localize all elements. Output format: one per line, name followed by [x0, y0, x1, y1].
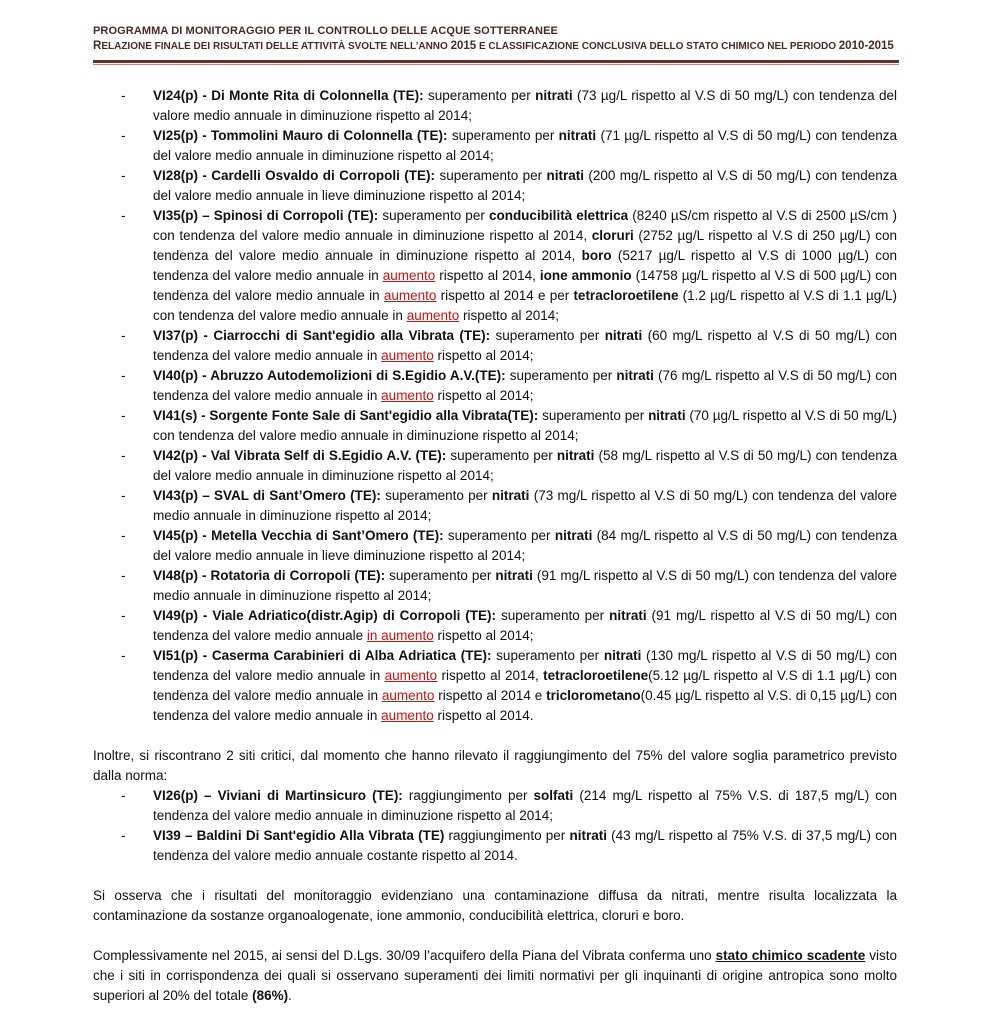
header-divider: [93, 60, 899, 63]
list-item: - VI25(p) - Tommolini Mauro di Colonnella (TE): superamento per nitrati (71 µg/L rispetto al V.S di 50 mg/L) con tendenza del valore medio annuale in diminuzione rispetto al 2014;: [121, 128, 898, 163]
list-item: - VI37(p) - Ciarrocchi di Sant'egidio alla Vibrata (TE): superamento per nitrati (60 mg/L rispetto al V.S di 50 mg/L) con tendenza del valore medio annuale in aumento rispetto al 2014;: [121, 328, 897, 363]
list-item: - VI42(p) - Val Vibrata Self di S.Egidio A.V. (TE): superamento per nitrati (58 mg/L rispetto al V.S di 50 mg/L) con tendenza del valore medio annuale in diminuzione rispetto al 2014;: [121, 448, 897, 483]
list-item: - VI28(p) - Cardelli Osvaldo di Corropoli (TE): superamento per nitrati (200 mg/L rispetto al V.S di 50 mg/L) con tendenza del valore medio annuale in lieve diminuzione rispetto al 2014;: [121, 168, 898, 203]
critical-sites-list: [93, 786, 897, 866]
list-item: - VI35(p) – Spinosi di Corropoli (TE): superamento per conducibilità elettrica (8240 µS/cm rispetto al V.S di 2500 µS/cm ) con tendenza del valore medio annuale in diminuzione rispetto al 2014, cloruri (2752 µg/L rispetto al V.S di 250 µg/L) con tendenza del valore medio annuale in diminuzione rispetto al 2014, boro (5217 µg/L rispetto al V.S di 1000 µg/L) con tendenza del valore medio annuale in aumento rispetto al 2014, ione ammonio (14758 µg/L rispetto al V.S di 500 µg/L) con tendenza del valore medio annuale in aumento rispetto al 2014 e per tetracloroetilene (1.2 µg/L rispetto al V.S di 1.1 µg/L) con tendenza del valore medio annuale in aumento rispetto al 2014;: [121, 208, 897, 323]
conclusion-paragraph: Complessivamente nel 2015, ai sensi del D.Lgs. 30/09 l’acquifero della Piana del Vibrata conferma uno stato chimico scadente visto che i siti in corrispondenza dei quali si osservano superamenti dei limiti normativi per gli inquinanti di origine antropica sono molto superiori al 20% del totale (86%).: [93, 948, 897, 1003]
list-item: - VI45(p) - Metella Vecchia di Sant’Omero (TE): superamento per nitrati (84 mg/L rispetto al V.S di 50 mg/L) con tendenza del valore medio annuale in lieve diminuzione rispetto al 2014;: [121, 528, 897, 563]
list-item: - VI43(p) – SVAL di Sant’Omero (TE): superamento per nitrati (73 mg/L rispetto al V.S di 50 mg/L) con tendenza del valore medio annuale in diminuzione rispetto al 2014;: [121, 488, 898, 523]
critical-sites-intro: Inoltre, si riscontrano 2 siti critici, dal momento che hanno rilevato il raggiungimento del 75% del valore soglia parametrico previsto dalla norma:: [93, 748, 897, 783]
page-header: [93, 24, 899, 54]
list-item: - VI49(p) - Viale Adriatico(distr.Agip) di Corropoli (TE): superamento per nitrati (91 mg/L rispetto al V.S di 50 mg/L) con tendenza del valore medio annuale in aumento rispetto al 2014;: [121, 608, 897, 643]
contamination-paragraph: Si osserva che i risultati del monitoraggio evidenziano una contaminazione diffusa da nitrati, mentre risulta localizzata la contaminazione da sostanze organoalogenate, ione ammonio, conducibilità elettrica, cloruri e boro.: [93, 888, 897, 923]
header-subtitle: RELAZIONE FINALE DEI RISULTATI DELLE ATTIVITÀ SVOLTE NELL’ANNO 2015 E CLASSIFICAZIONE CONCLUSIVA DELLO STATO CHIMICO NEL PERIODO 2010-2015: [93, 40, 894, 52]
chemical-status: stato chimico scadente: [715, 948, 866, 963]
list-item: - VI24(p) - Di Monte Rita di Colonnella (TE): superamento per nitrati (73 µg/L rispetto al V.S di 50 mg/L) con tendenza del valore medio annuale in diminuzione rispetto al 2014;: [121, 88, 897, 123]
list-item: - VI26(p) – Viviani di Martinsicuro (TE): raggiungimento per solfati (214 mg/L rispetto al 75% V.S. di 187,5 mg/L) con tendenza del valore medio annuale in diminuzione rispetto al 2014;: [121, 788, 898, 823]
list-item: - VI41(s) - Sorgente Fonte Sale di Sant'egidio alla Vibrata(TE): superamento per nitrati (70 µg/L rispetto al V.S di 50 mg/L) con tendenza del valore medio annuale in diminuzione rispetto al 2014;: [121, 408, 897, 443]
header-divider-thin: [93, 64, 899, 65]
list-item: - VI51(p) - Caserma Carabinieri di Alba Adriatica (TE): superamento per nitrati (130 mg/L rispetto al V.S di 50 mg/L) con tendenza del valore medio annuale in aumento rispetto al 2014, tetracloroetilene(5.12 µg/L rispetto al V.S di 1.1 µg/L) con tendenza del valore medio annuale in aumento rispetto al 2014 e triclorometano(0.45 µg/L rispetto al V.S. di 0,15 µg/L) con tendenza del valore medio annuale in aumento rispetto al 2014.: [121, 648, 898, 723]
document-body: [93, 86, 897, 1006]
exceedance-list: [93, 86, 897, 726]
list-item: - VI39 – Baldini Di Sant'egidio Alla Vibrata (TE) raggiungimento per nitrati (43 mg/L rispetto al 75% V.S. di 37,5 mg/L) con tendenza del valore medio annuale costante rispetto al 2014.: [121, 828, 897, 863]
list-item: - VI40(p) - Abruzzo Autodemolizioni di S.Egidio A.V.(TE): superamento per nitrati (76 mg/L rispetto al V.S di 50 mg/L) con tendenza del valore medio annuale in aumento rispetto al 2014;: [121, 368, 897, 403]
header-title: PROGRAMMA DI MONITORAGGIO PER IL CONTROLLO DELLE ACQUE SOTTERRANEE: [93, 25, 558, 37]
list-item: - VI48(p) - Rotatoria di Corropoli (TE): superamento per nitrati (91 mg/L rispetto al V.S di 50 mg/L) con tendenza del valore medio annuale in diminuzione rispetto al 2014;: [121, 568, 897, 603]
